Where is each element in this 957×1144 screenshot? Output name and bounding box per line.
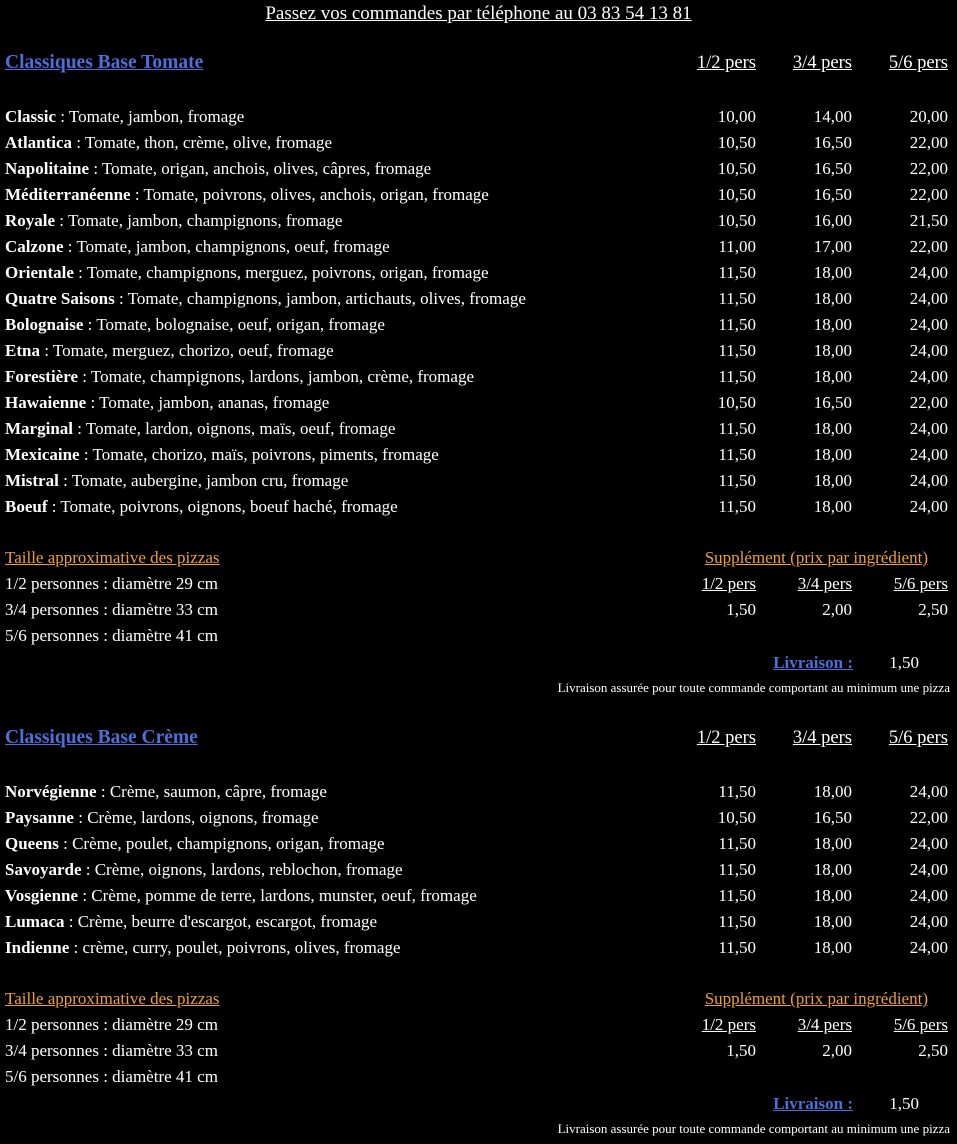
section-title: Classiques Base Tomate (5, 52, 204, 73)
pizza-row (0, 211, 957, 237)
pizza-price: 11,50 (718, 445, 756, 464)
pizza-price: 24,00 (909, 497, 948, 516)
pizza-price: 22,00 (909, 393, 948, 412)
pizza-description: : Crème, pomme de terre, lardons, munster, oeuf, fromage (78, 886, 477, 905)
pizza-name: Atlantica (5, 133, 73, 152)
pizza-item (5, 886, 477, 906)
pizza-name: Mexicaine (5, 445, 80, 464)
pizza-name: Quatre Saisons (5, 289, 115, 308)
pizza-row (0, 860, 957, 886)
pizza-description: : Crème, poulet, champignons, origan, fromage (58, 834, 385, 853)
pizza-price: 18,00 (813, 341, 852, 360)
pizza-price: 11,50 (718, 419, 756, 438)
pizza-description: : Tomate, bolognaise, oeuf, origan, fromage (83, 315, 385, 334)
pizza-row (0, 159, 957, 185)
pizza-item (5, 315, 385, 335)
supplement-title: Supplément (prix par ingrédient) (704, 548, 928, 567)
pizza-description: : Tomate, poivrons, olives, anchois, origan, fromage (130, 185, 489, 204)
pizza-price: 18,00 (813, 289, 852, 308)
pizza-item (5, 263, 489, 283)
pizza-item (5, 341, 334, 361)
pizza-item (5, 471, 348, 491)
pizza-item (5, 445, 439, 465)
pizza-name: Vosgienne (5, 886, 79, 905)
pizza-name: Lumaca (5, 912, 65, 931)
pizza-description: : Tomate, chorizo, maïs, poivrons, piments, fromage (79, 445, 439, 464)
pizza-price: 24,00 (909, 782, 948, 801)
pizza-description: : Tomate, champignons, jambon, artichauts, olives, fromage (114, 289, 526, 308)
pizza-price: 10,50 (717, 159, 756, 178)
pizza-description: : crème, curry, poulet, poivrons, olives, fromage (69, 938, 401, 957)
pizza-item (5, 289, 526, 309)
size-info: 3/4 personnes : diamètre 33 cm (5, 1041, 218, 1060)
delivery-note: Livraison assurée pour toute commande comportant au minimum une pizza (557, 1121, 950, 1136)
size-info: 1/2 personnes : diamètre 29 cm (5, 574, 218, 593)
pizza-price: 24,00 (909, 886, 948, 905)
pizza-row (0, 912, 957, 938)
column-header: 1/2 pers (696, 53, 756, 73)
phone-order-header: Passez vos commandes par téléphone au 03 83 54 13 81 (265, 3, 692, 24)
pizza-row (0, 237, 957, 263)
pizza-price: 10,00 (717, 107, 756, 126)
pizza-description: : Tomate, champignons, lardons, jambon, crème, fromage (78, 367, 474, 386)
pizza-name: Boeuf (5, 497, 48, 516)
supplement-price: 1,50 (726, 1041, 756, 1060)
sizes-title: Taille approximative des pizzas (5, 989, 220, 1008)
pizza-item (5, 159, 431, 179)
pizza-price: 16,00 (813, 211, 852, 230)
pizza-price: 11,50 (718, 341, 756, 360)
pizza-description: : Tomate, jambon, champignons, fromage (55, 211, 343, 230)
delivery-price: 1,50 (889, 653, 919, 672)
pizza-name: Forestière (5, 367, 78, 386)
pizza-name: Calzone (5, 237, 64, 256)
column-header: 5/6 pers (888, 728, 948, 748)
pizza-price: 16,50 (813, 393, 852, 412)
pizza-item (5, 834, 385, 854)
supplement-column-header: 1/2 pers (701, 574, 756, 593)
pizza-item (5, 808, 319, 828)
sizes-title: Taille approximative des pizzas (5, 548, 220, 567)
pizza-price: 10,50 (717, 185, 756, 204)
pizza-row (0, 445, 957, 471)
pizza-item (5, 237, 390, 257)
pizza-item (5, 107, 244, 127)
pizza-price: 24,00 (909, 938, 948, 957)
pizza-name: Paysanne (5, 808, 74, 827)
pizza-row (0, 393, 957, 419)
pizza-price: 18,00 (813, 497, 852, 516)
column-header: 3/4 pers (792, 53, 852, 73)
pizza-row (0, 315, 957, 341)
pizza-price: 18,00 (813, 315, 852, 334)
pizza-item (5, 938, 401, 958)
pizza-description: : Tomate, aubergine, jambon cru, fromage (58, 471, 349, 490)
pizza-price: 24,00 (909, 471, 948, 490)
pizza-price: 20,00 (909, 107, 948, 126)
pizza-row (0, 367, 957, 393)
pizza-description: : Crème, saumon, câpre, fromage (96, 782, 327, 801)
supplement-price: 1,50 (726, 600, 756, 619)
column-header: 1/2 pers (696, 728, 756, 748)
pizza-price: 24,00 (909, 445, 948, 464)
pizza-name: Hawaienne (5, 393, 87, 412)
pizza-price: 24,00 (909, 289, 948, 308)
supplement-column-header: 3/4 pers (797, 574, 852, 593)
pizza-item (5, 860, 403, 880)
pizza-price: 14,00 (813, 107, 852, 126)
pizza-price: 18,00 (813, 938, 852, 957)
supplement-price: 2,00 (822, 600, 852, 619)
pizza-description: : Crème, beurre d'escargot, escargot, fromage (64, 912, 378, 931)
size-info: 5/6 personnes : diamètre 41 cm (5, 626, 218, 645)
pizza-item (5, 393, 329, 413)
pizza-price: 10,50 (717, 211, 756, 230)
pizza-name: Royale (5, 211, 56, 230)
pizza-price: 11,50 (718, 471, 756, 490)
pizza-price: 11,50 (718, 912, 756, 931)
pizza-price: 22,00 (909, 185, 948, 204)
pizza-price: 24,00 (909, 315, 948, 334)
pizza-description: : Tomate, lardon, oignons, maïs, oeuf, fromage (73, 419, 396, 438)
pizza-description: : Tomate, thon, crème, olive, fromage (72, 133, 333, 152)
pizza-row (0, 185, 957, 211)
pizza-price: 24,00 (909, 367, 948, 386)
pizza-name: Savoyarde (5, 860, 82, 879)
pizza-price: 22,00 (909, 237, 948, 256)
pizza-name: Norvégienne (5, 782, 97, 801)
pizza-price: 16,50 (813, 808, 852, 827)
pizza-description: : Tomate, poivrons, oignons, boeuf haché, fromage (47, 497, 398, 516)
pizza-item (5, 185, 489, 205)
pizza-row (0, 133, 957, 159)
supplement-price: 2,50 (918, 600, 948, 619)
pizza-price: 11,50 (718, 289, 756, 308)
pizza-price: 11,50 (718, 367, 756, 386)
pizza-name: Bolognaise (5, 315, 84, 334)
pizza-price: 18,00 (813, 886, 852, 905)
pizza-price: 18,00 (813, 263, 852, 282)
pizza-price: 10,50 (717, 808, 756, 827)
pizza-price: 10,50 (717, 133, 756, 152)
supplement-price: 2,50 (918, 1041, 948, 1060)
pizza-row (0, 341, 957, 367)
pizza-price: 11,50 (718, 782, 756, 801)
pizza-item (5, 133, 332, 153)
pizza-row (0, 834, 957, 860)
pizza-description: : Tomate, champignons, merguez, poivrons, origan, fromage (73, 263, 489, 282)
supplement-column-header: 5/6 pers (893, 1015, 948, 1034)
pizza-description: : Crème, oignons, lardons, reblochon, fromage (81, 860, 403, 879)
pizza-item (5, 912, 377, 932)
pizza-price: 18,00 (813, 367, 852, 386)
supplement-column-header: 1/2 pers (701, 1015, 756, 1034)
pizza-price: 16,50 (813, 133, 852, 152)
pizza-price: 11,50 (718, 497, 756, 516)
pizza-price: 11,50 (718, 886, 756, 905)
section-title: Classiques Base Crème (5, 727, 198, 748)
pizza-row (0, 107, 957, 133)
pizza-price: 11,50 (718, 834, 756, 853)
pizza-row (0, 782, 957, 808)
size-info: 3/4 personnes : diamètre 33 cm (5, 600, 218, 619)
pizza-price: 11,50 (718, 263, 756, 282)
pizza-price: 22,00 (909, 133, 948, 152)
pizza-price: 24,00 (909, 341, 948, 360)
pizza-row (0, 263, 957, 289)
pizza-price: 16,50 (813, 185, 852, 204)
delivery-label: Livraison : (773, 653, 853, 672)
pizza-price: 16,50 (813, 159, 852, 178)
pizza-item (5, 367, 474, 387)
pizza-price: 17,00 (813, 237, 852, 256)
pizza-name: Etna (5, 341, 40, 360)
pizza-price: 24,00 (909, 912, 948, 931)
pizza-price: 18,00 (813, 834, 852, 853)
pizza-name: Classic (5, 107, 56, 126)
delivery-note: Livraison assurée pour toute commande comportant au minimum une pizza (557, 680, 950, 695)
pizza-price: 11,50 (718, 315, 756, 334)
column-header: 5/6 pers (888, 53, 948, 73)
pizza-price: 11,50 (718, 938, 756, 957)
pizza-price: 24,00 (909, 263, 948, 282)
pizza-price: 18,00 (813, 471, 852, 490)
pizza-row (0, 808, 957, 834)
delivery-price: 1,50 (889, 1094, 919, 1113)
pizza-price: 24,00 (909, 419, 948, 438)
pizza-price: 22,00 (909, 808, 948, 827)
pizza-name: Marginal (5, 419, 73, 438)
pizza-item (5, 782, 327, 802)
pizza-price: 21,50 (909, 211, 948, 230)
pizza-name: Méditerranéenne (5, 185, 131, 204)
supplement-price: 2,00 (822, 1041, 852, 1060)
pizza-row (0, 471, 957, 497)
pizza-item (5, 211, 342, 231)
pizza-price: 10,50 (717, 393, 756, 412)
column-header: 3/4 pers (792, 728, 852, 748)
pizza-description: : Crème, lardons, oignons, fromage (73, 808, 319, 827)
pizza-item (5, 497, 398, 517)
pizza-name: Orientale (5, 263, 74, 282)
pizza-price: 18,00 (813, 445, 852, 464)
supplement-column-header: 3/4 pers (797, 1015, 852, 1034)
pizza-description: : Tomate, jambon, ananas, fromage (86, 393, 330, 412)
pizza-name: Napolitaine (5, 159, 90, 178)
pizza-price: 24,00 (909, 834, 948, 853)
pizza-description: : Tomate, jambon, champignons, oeuf, fromage (63, 237, 390, 256)
pizza-price: 11,00 (718, 237, 756, 256)
supplement-column-header: 5/6 pers (893, 574, 948, 593)
pizza-price: 11,50 (718, 860, 756, 879)
pizza-description: : Tomate, jambon, fromage (56, 107, 245, 126)
pizza-price: 18,00 (813, 419, 852, 438)
supplement-title: Supplément (prix par ingrédient) (704, 989, 928, 1008)
pizza-price: 24,00 (909, 860, 948, 879)
pizza-name: Mistral (5, 471, 59, 490)
pizza-name: Indienne (5, 938, 70, 957)
pizza-row (0, 289, 957, 315)
pizza-price: 22,00 (909, 159, 948, 178)
pizza-price: 18,00 (813, 782, 852, 801)
pizza-name: Queens (5, 834, 59, 853)
pizza-description: : Tomate, merguez, chorizo, oeuf, fromage (39, 341, 334, 360)
size-info: 5/6 personnes : diamètre 41 cm (5, 1067, 218, 1086)
size-info: 1/2 personnes : diamètre 29 cm (5, 1015, 218, 1034)
pizza-price: 18,00 (813, 912, 852, 931)
pizza-row (0, 497, 957, 523)
pizza-row (0, 886, 957, 912)
delivery-label: Livraison : (773, 1094, 853, 1113)
pizza-price: 18,00 (813, 860, 852, 879)
pizza-row (0, 938, 957, 964)
pizza-description: : Tomate, origan, anchois, olives, câpres, fromage (89, 159, 432, 178)
pizza-item (5, 419, 395, 439)
pizza-row (0, 419, 957, 445)
